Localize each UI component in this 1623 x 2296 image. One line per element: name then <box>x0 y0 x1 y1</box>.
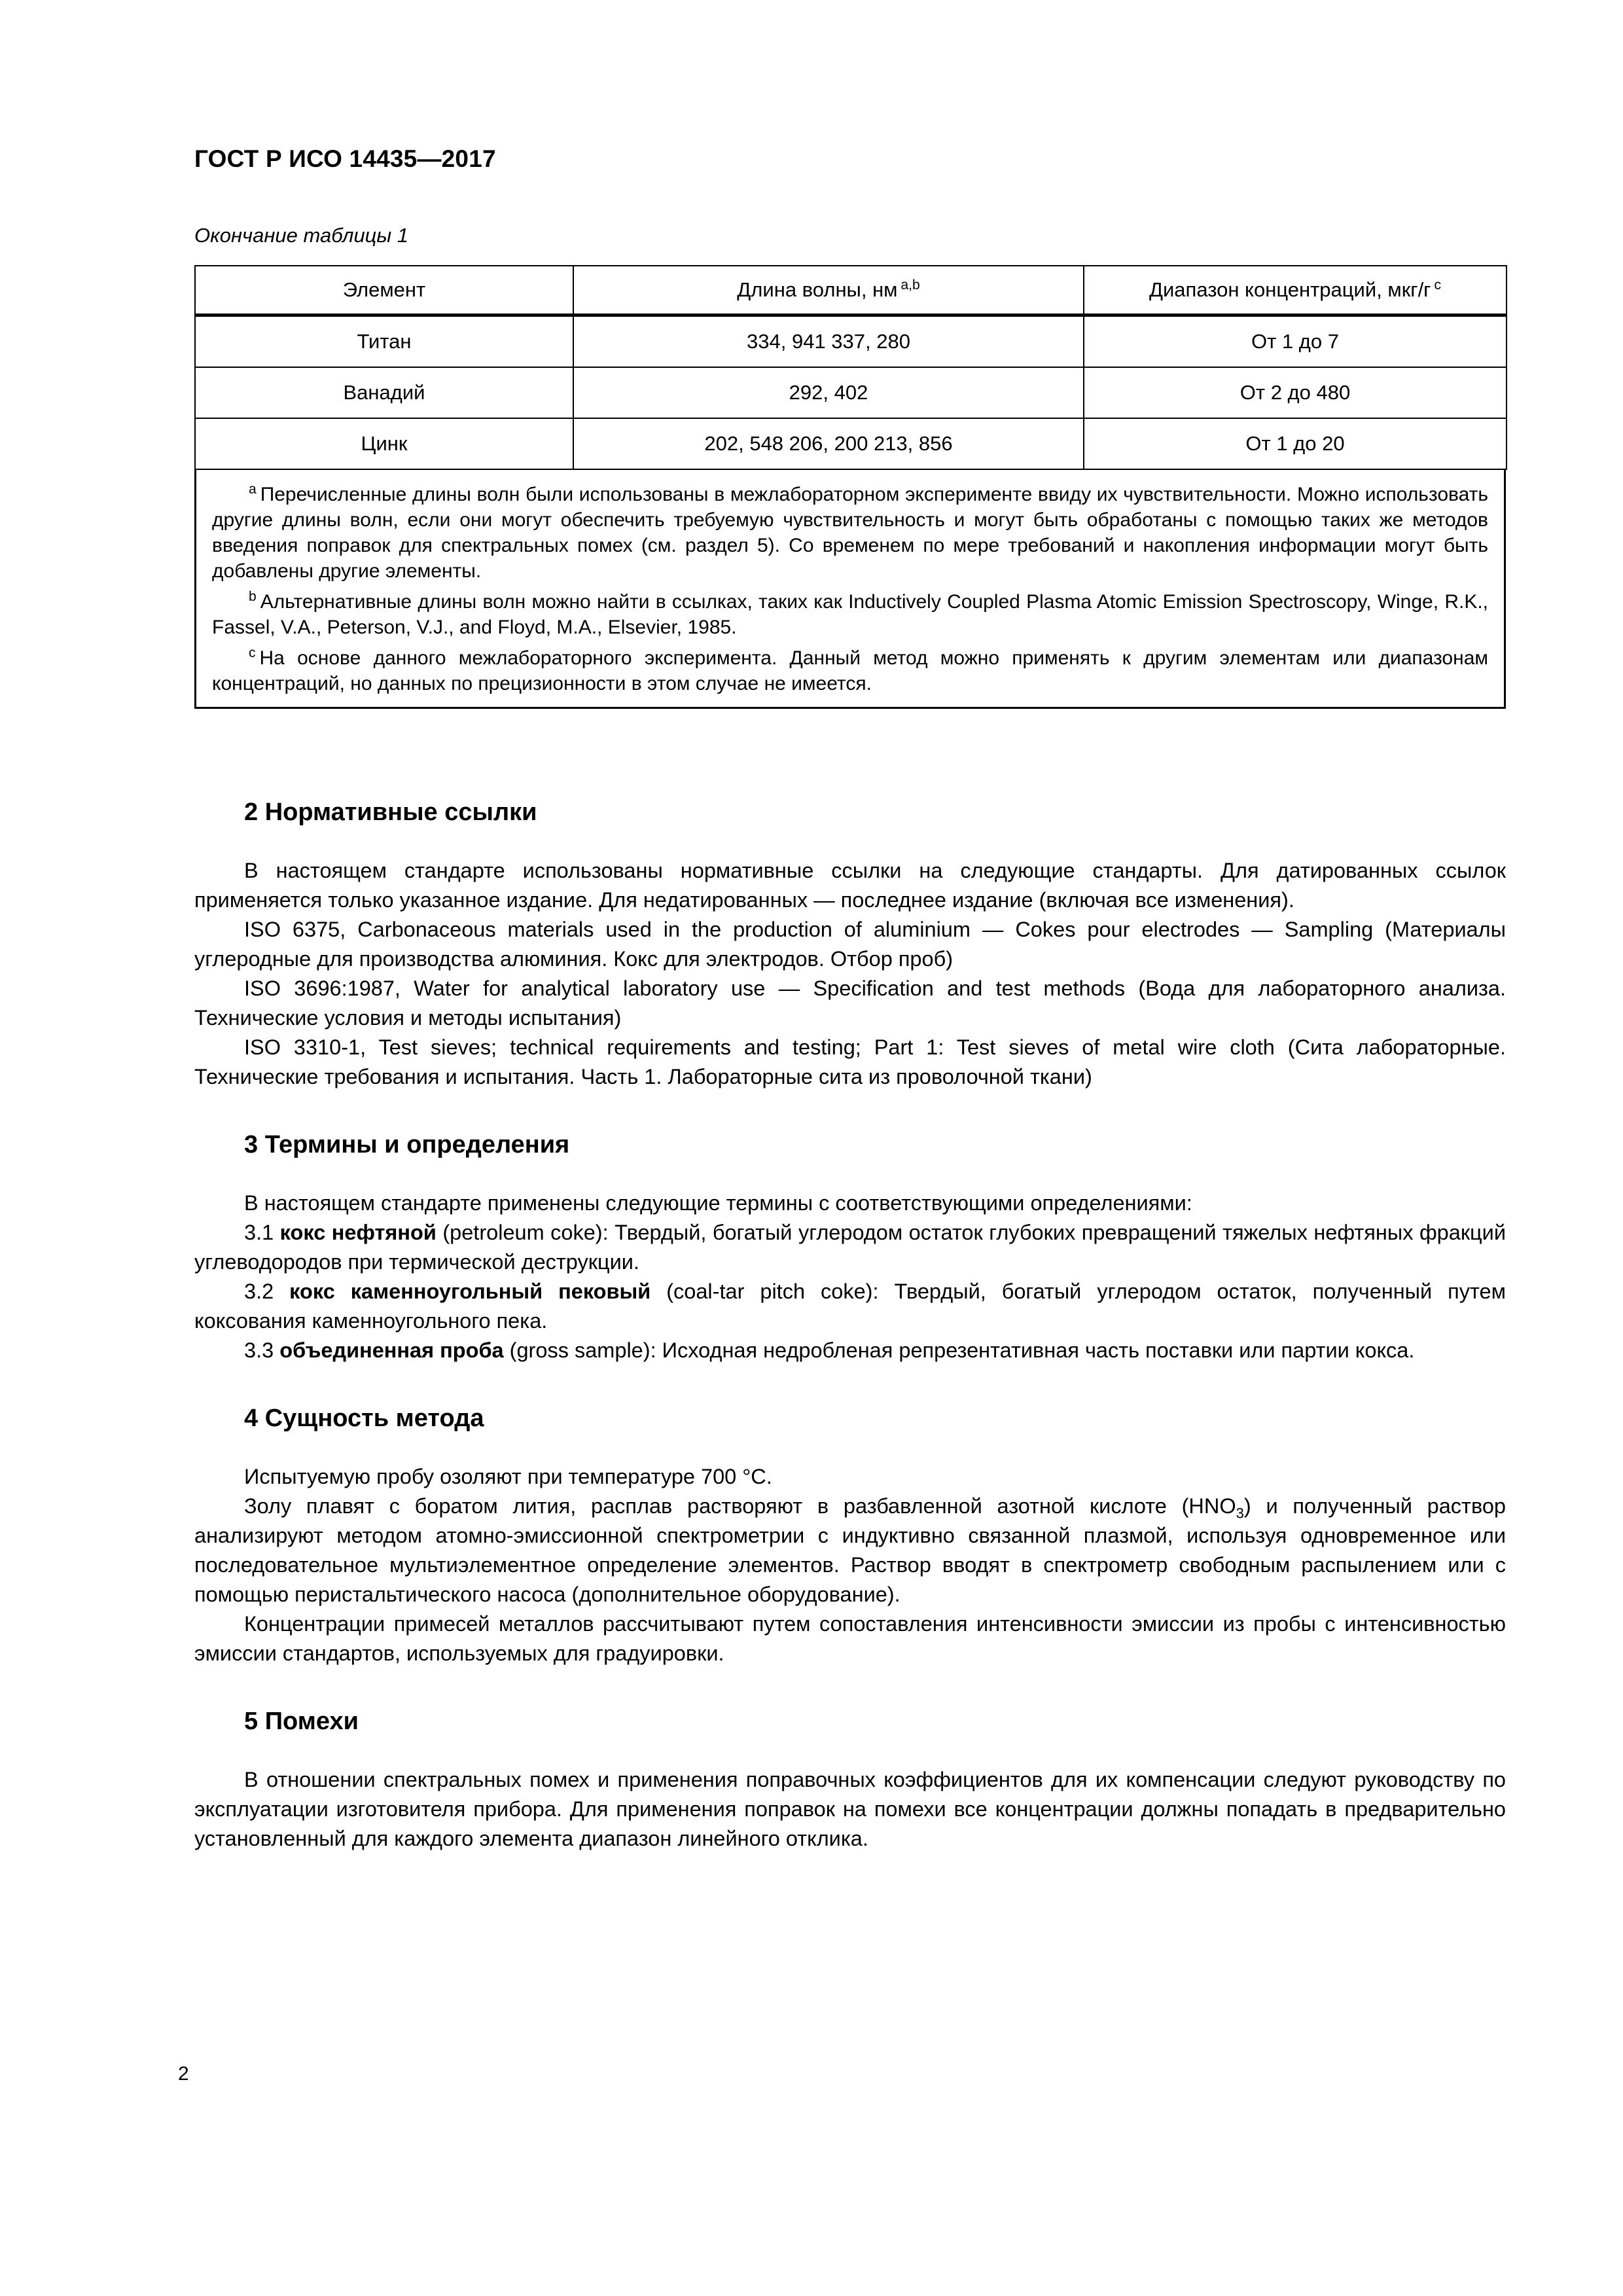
table-row <box>195 418 1507 469</box>
column-header-range <box>1084 266 1507 315</box>
term-3-3-name: объединенная проба <box>279 1338 504 1362</box>
table-footnote-b <box>212 589 1488 640</box>
data-table <box>194 265 1507 470</box>
column-header-range-label: Диапазон концентраций, мкг/г <box>1149 278 1431 301</box>
reference-iso-3696: ISO 3696:1987, Water for analytical laboratory use — Specification and test methods (Вода для лабораторного анализа. Технические условия и методы испытания) <box>194 977 1506 1030</box>
table-row <box>195 315 1507 368</box>
term-3-1-definition: (petroleum coke): Твердый, богатый углеродом остаток глубоких превращений тяжелых нефтяных фракций углеводородов при термической деструкции. <box>194 1221 1506 1274</box>
table-caption: Окончание таблицы 1 <box>194 224 409 247</box>
cell-element: Ванадий <box>195 367 573 418</box>
section-4-paragraph-2 <box>194 1492 1506 1609</box>
section-4-paragraph-2-part-a: Золу плавят с боратом лития, расплав растворяют в разбавленной азотной кислоте (HNO <box>244 1494 1236 1518</box>
footnote-a-text: Перечисленные длины волн были использованы в межлабораторном эксперименте ввиду их чувствительности. Можно использовать другие длины волн, если они могут обеспечить требуемую чувствительность и могут быть обработаны с помощью таких же методов введения поправок для спектральных помех (см. раздел 5). Со временем по мере требований и накопления информации могут быть добавлены другие элементы. <box>212 484 1488 582</box>
term-3-1-name: кокс нефтяной <box>279 1221 437 1244</box>
term-3-2-definition: (coal-tar pitch coke): Твердый, богатый углеродом остаток, полученный путем коксования каменноугольного пека. <box>194 1280 1506 1333</box>
table-1-continuation <box>194 265 1506 709</box>
section-heading-5: 5 Помехи <box>244 1708 359 1735</box>
spacer <box>194 1365 1506 1403</box>
term-3-3-number: 3.3 <box>244 1338 280 1362</box>
hno3-subscript: 3 <box>1236 1505 1244 1522</box>
footnote-mark-b: b <box>249 589 257 604</box>
spacer <box>194 759 1506 797</box>
spacer <box>194 1668 1506 1706</box>
term-3-1-number: 3.1 <box>244 1221 280 1244</box>
cell-range: От 1 до 7 <box>1084 315 1507 368</box>
cell-range: От 2 до 480 <box>1084 367 1507 418</box>
footnote-b-text: Альтернативные длины волн можно найти в ссылках, таких как Inductively Coupled Plasma Atomic Emission Spectroscopy, Winge, R.K., Fassel, V.A., Peterson, V.J., and Floyd, M.A., Elsevier, 1985. <box>212 591 1488 638</box>
table-header-row <box>195 266 1507 315</box>
footnote-ref-c: c <box>1434 277 1441 293</box>
column-header-element <box>195 266 573 315</box>
column-header-wavelength-label: Длина волны, нм <box>737 278 898 301</box>
footnote-ref-ab: a,b <box>901 277 920 293</box>
term-3-3 <box>194 1336 1506 1365</box>
cell-wavelength: 292, 402 <box>573 367 1084 418</box>
running-header-standard-title: ГОСТ Р ИСО 14435—2017 <box>194 145 496 172</box>
spacer <box>194 1160 1506 1189</box>
cell-element: Титан <box>195 315 573 368</box>
cell-wavelength: 334, 941 337, 280 <box>573 315 1084 368</box>
spacer <box>194 1433 1506 1462</box>
spacer <box>194 1092 1506 1130</box>
cell-element: Цинк <box>195 418 573 469</box>
section-heading-2: 2 Нормативные ссылки <box>244 798 537 826</box>
term-3-3-definition: (gross sample): Исходная недробленая репрезентативная часть поставки или партии кокса. <box>503 1338 1415 1362</box>
column-header-element-label: Элемент <box>342 278 426 301</box>
spacer <box>194 827 1506 856</box>
table-footnote-c <box>212 645 1488 696</box>
footnote-mark-c: c <box>249 645 256 660</box>
page-number: 2 <box>178 2063 189 2085</box>
footnote-c-text: На основе данного межлабораторного эксперимента. Данный метод можно применять к другим элементам или диапазонам концентраций, но данных по прецизионности в этом случае не имеется. <box>212 647 1488 694</box>
section-heading-3: 3 Термины и определения <box>244 1131 570 1158</box>
reference-iso-6375: ISO 6375, Carbonaceous materials used in the production of aluminium — Cokes pour electrodes — Sampling (Материалы углеродные для производства алюминия. Кокс для электродов. Отбор проб) <box>194 918 1506 971</box>
reference-iso-3310-1: ISO 3310-1, Test sieves; technical requirements and testing; Part 1: Test sieves of metal wire cloth (Сита лабораторные. Технические требования и испытания. Часть 1. Лабораторные сита из проволочной ткани) <box>194 1035 1506 1088</box>
table-footnotes <box>194 470 1506 709</box>
spacer <box>194 1736 1506 1765</box>
term-3-2 <box>194 1277 1506 1336</box>
cell-wavelength: 202, 548 206, 200 213, 856 <box>573 418 1084 469</box>
term-3-1 <box>194 1218 1506 1277</box>
cell-range: От 1 до 20 <box>1084 418 1507 469</box>
table-footnote-a <box>212 482 1488 584</box>
section-4-paragraph-1: Испытуемую пробу озоляют при температуре 700 °C. <box>244 1465 772 1488</box>
section-3-paragraph-1: В настоящем стандарте применены следующие термины с соответствующими определениями: <box>244 1191 1192 1215</box>
footnote-mark-a: a <box>249 482 257 497</box>
document-body <box>194 759 1506 1854</box>
section-2-paragraph-1: В настоящем стандарте использованы нормативные ссылки на следующие стандарты. Для датированных ссылок применяется только указанное издание. Для недатированных — последнее издание (включая все изменения). <box>194 859 1506 912</box>
column-header-wavelength <box>573 266 1084 315</box>
section-4-paragraph-2-part-b: ) и полученный раствор анализируют методом атомно-эмиссионной спектрометрии с индуктивно связанной плазмой, используя одновременное или последовательное мультиэлементное определение элементов. Раствор вводят в спектрометр свободным распылением или с помощью перистальтического насоса (дополнительное оборудование). <box>194 1494 1506 1606</box>
table-row <box>195 367 1507 418</box>
section-5-paragraph-1: В отношении спектральных помех и применения поправочных коэффициентов для их компенсации следуют руководству по эксплуатации изготовителя прибора. Для применения поправок на помехи все концентрации должны попадать в предварительно установленный для каждого элемента диапазон линейного отклика. <box>194 1768 1506 1850</box>
section-heading-4: 4 Сущность метода <box>244 1405 484 1432</box>
term-3-2-number: 3.2 <box>244 1280 290 1303</box>
term-3-2-name: кокс каменноугольный пековый <box>289 1280 651 1303</box>
section-4-paragraph-3: Концентрации примесей металлов рассчитывают путем сопоставления интенсивности эмиссии из пробы с интенсивностью эмиссии стандартов, используемых для градуировки. <box>194 1612 1506 1665</box>
